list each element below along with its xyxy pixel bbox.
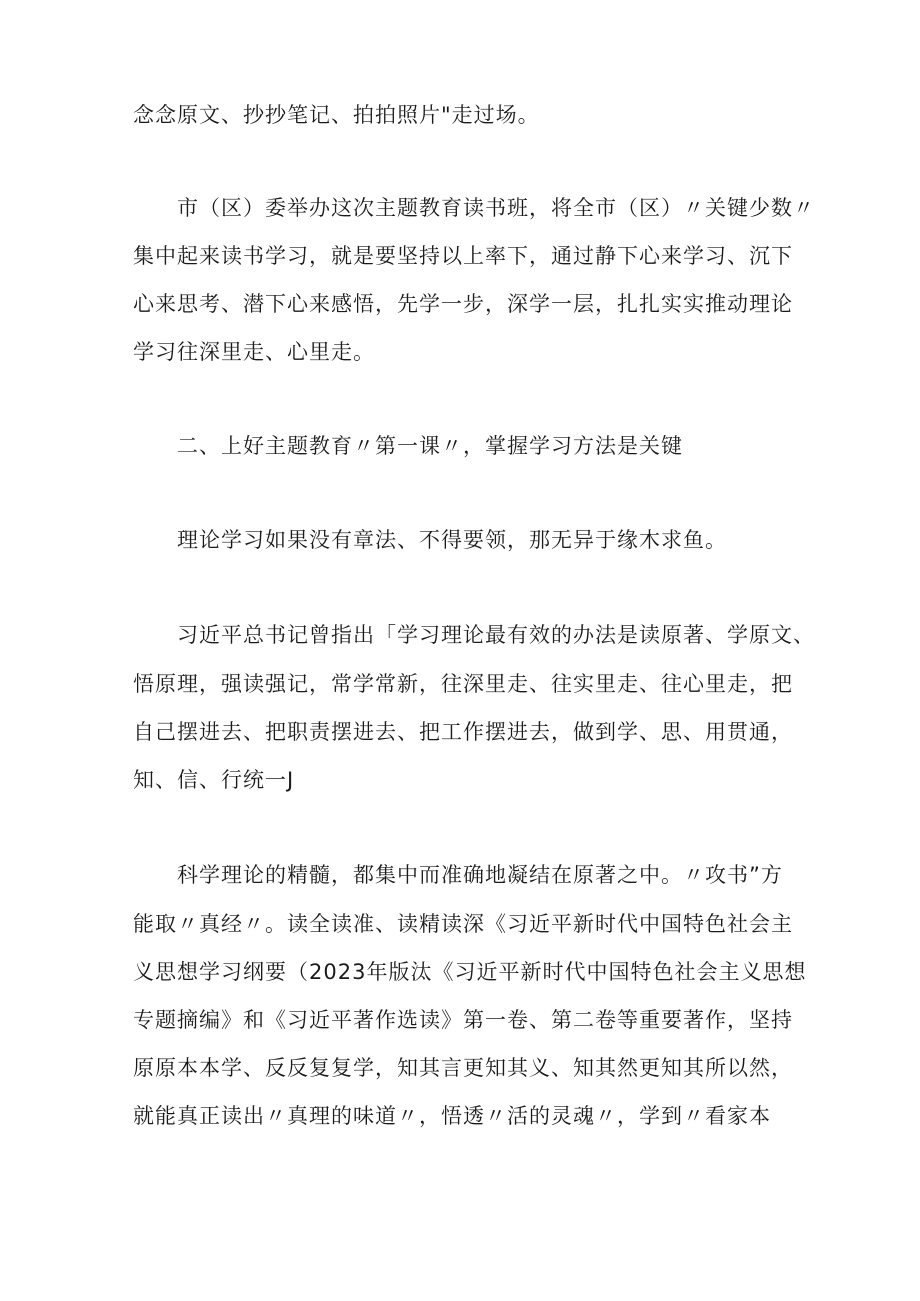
paragraph-6-line-2: 能取〃真经〃。读全读准、读精读深《习近平新时代中国特色社会主 — [133, 912, 793, 936]
paragraph-6-line-6: 就能真正读出〃真理的味道〃，悟透〃活的灵魂〃，学到〃看家本 — [133, 1104, 771, 1128]
paragraph-5-line-2: 悟原理，强读强记，常学常新，往深里走、往实里走、往心里走，把 — [133, 672, 793, 696]
paragraph-5-line-3: 自己摆进去、把职责摆进去、把工作摆进去，做到学、思、用贯通， — [133, 720, 793, 744]
paragraph-6-line-3: 义思想学习纲要（2023年版汰《习近平新时代中国特色社会主义思想 — [133, 960, 807, 984]
section-heading: 二、上好主题教育〃第一课〃，掌握学习方法是关键 — [177, 434, 683, 458]
paragraph-5-line-4: 知、信、行统一J — [133, 768, 295, 792]
paragraph-6-line-4: 专题摘编》和《习近平著作选读》第一卷、第二卷等重要著作，坚持 — [133, 1008, 793, 1032]
paragraph-1-line-1: 念念原文、抄抄笔记、拍拍照片"走过场。 — [133, 103, 540, 127]
paragraph-2-line-4: 学习往深里走、心里走。 — [133, 340, 375, 364]
paragraph-2-line-3: 心来思考、潜下心来感悟，先学一步，深学一层，扎扎实实推动理论 — [133, 292, 793, 316]
paragraph-2-line-2: 集中起来读书学习，就是要坚持以上率下，通过静下心来学习、沉下 — [133, 244, 793, 268]
paragraph-6-line-1: 科学理论的精髓，都集中而准确地凝结在原著之中。〃攻书”方 — [177, 863, 783, 887]
paragraph-4-line-1: 理论学习如果没有章法、不得要领，那无异于缘木求鱼。 — [177, 528, 727, 552]
paragraph-6-line-5: 原原本本学、反反复复学，知其言更知其义、知其然更知其所以然， — [133, 1056, 793, 1080]
paragraph-2-line-1: 市（区）委举办这次主题教育读书班，将全市（区）〃关键少数〃 — [177, 196, 815, 220]
paragraph-5-line-1: 习近平总书记曾指出「学习理论最有效的办法是读原著、学原文、 — [177, 623, 815, 647]
